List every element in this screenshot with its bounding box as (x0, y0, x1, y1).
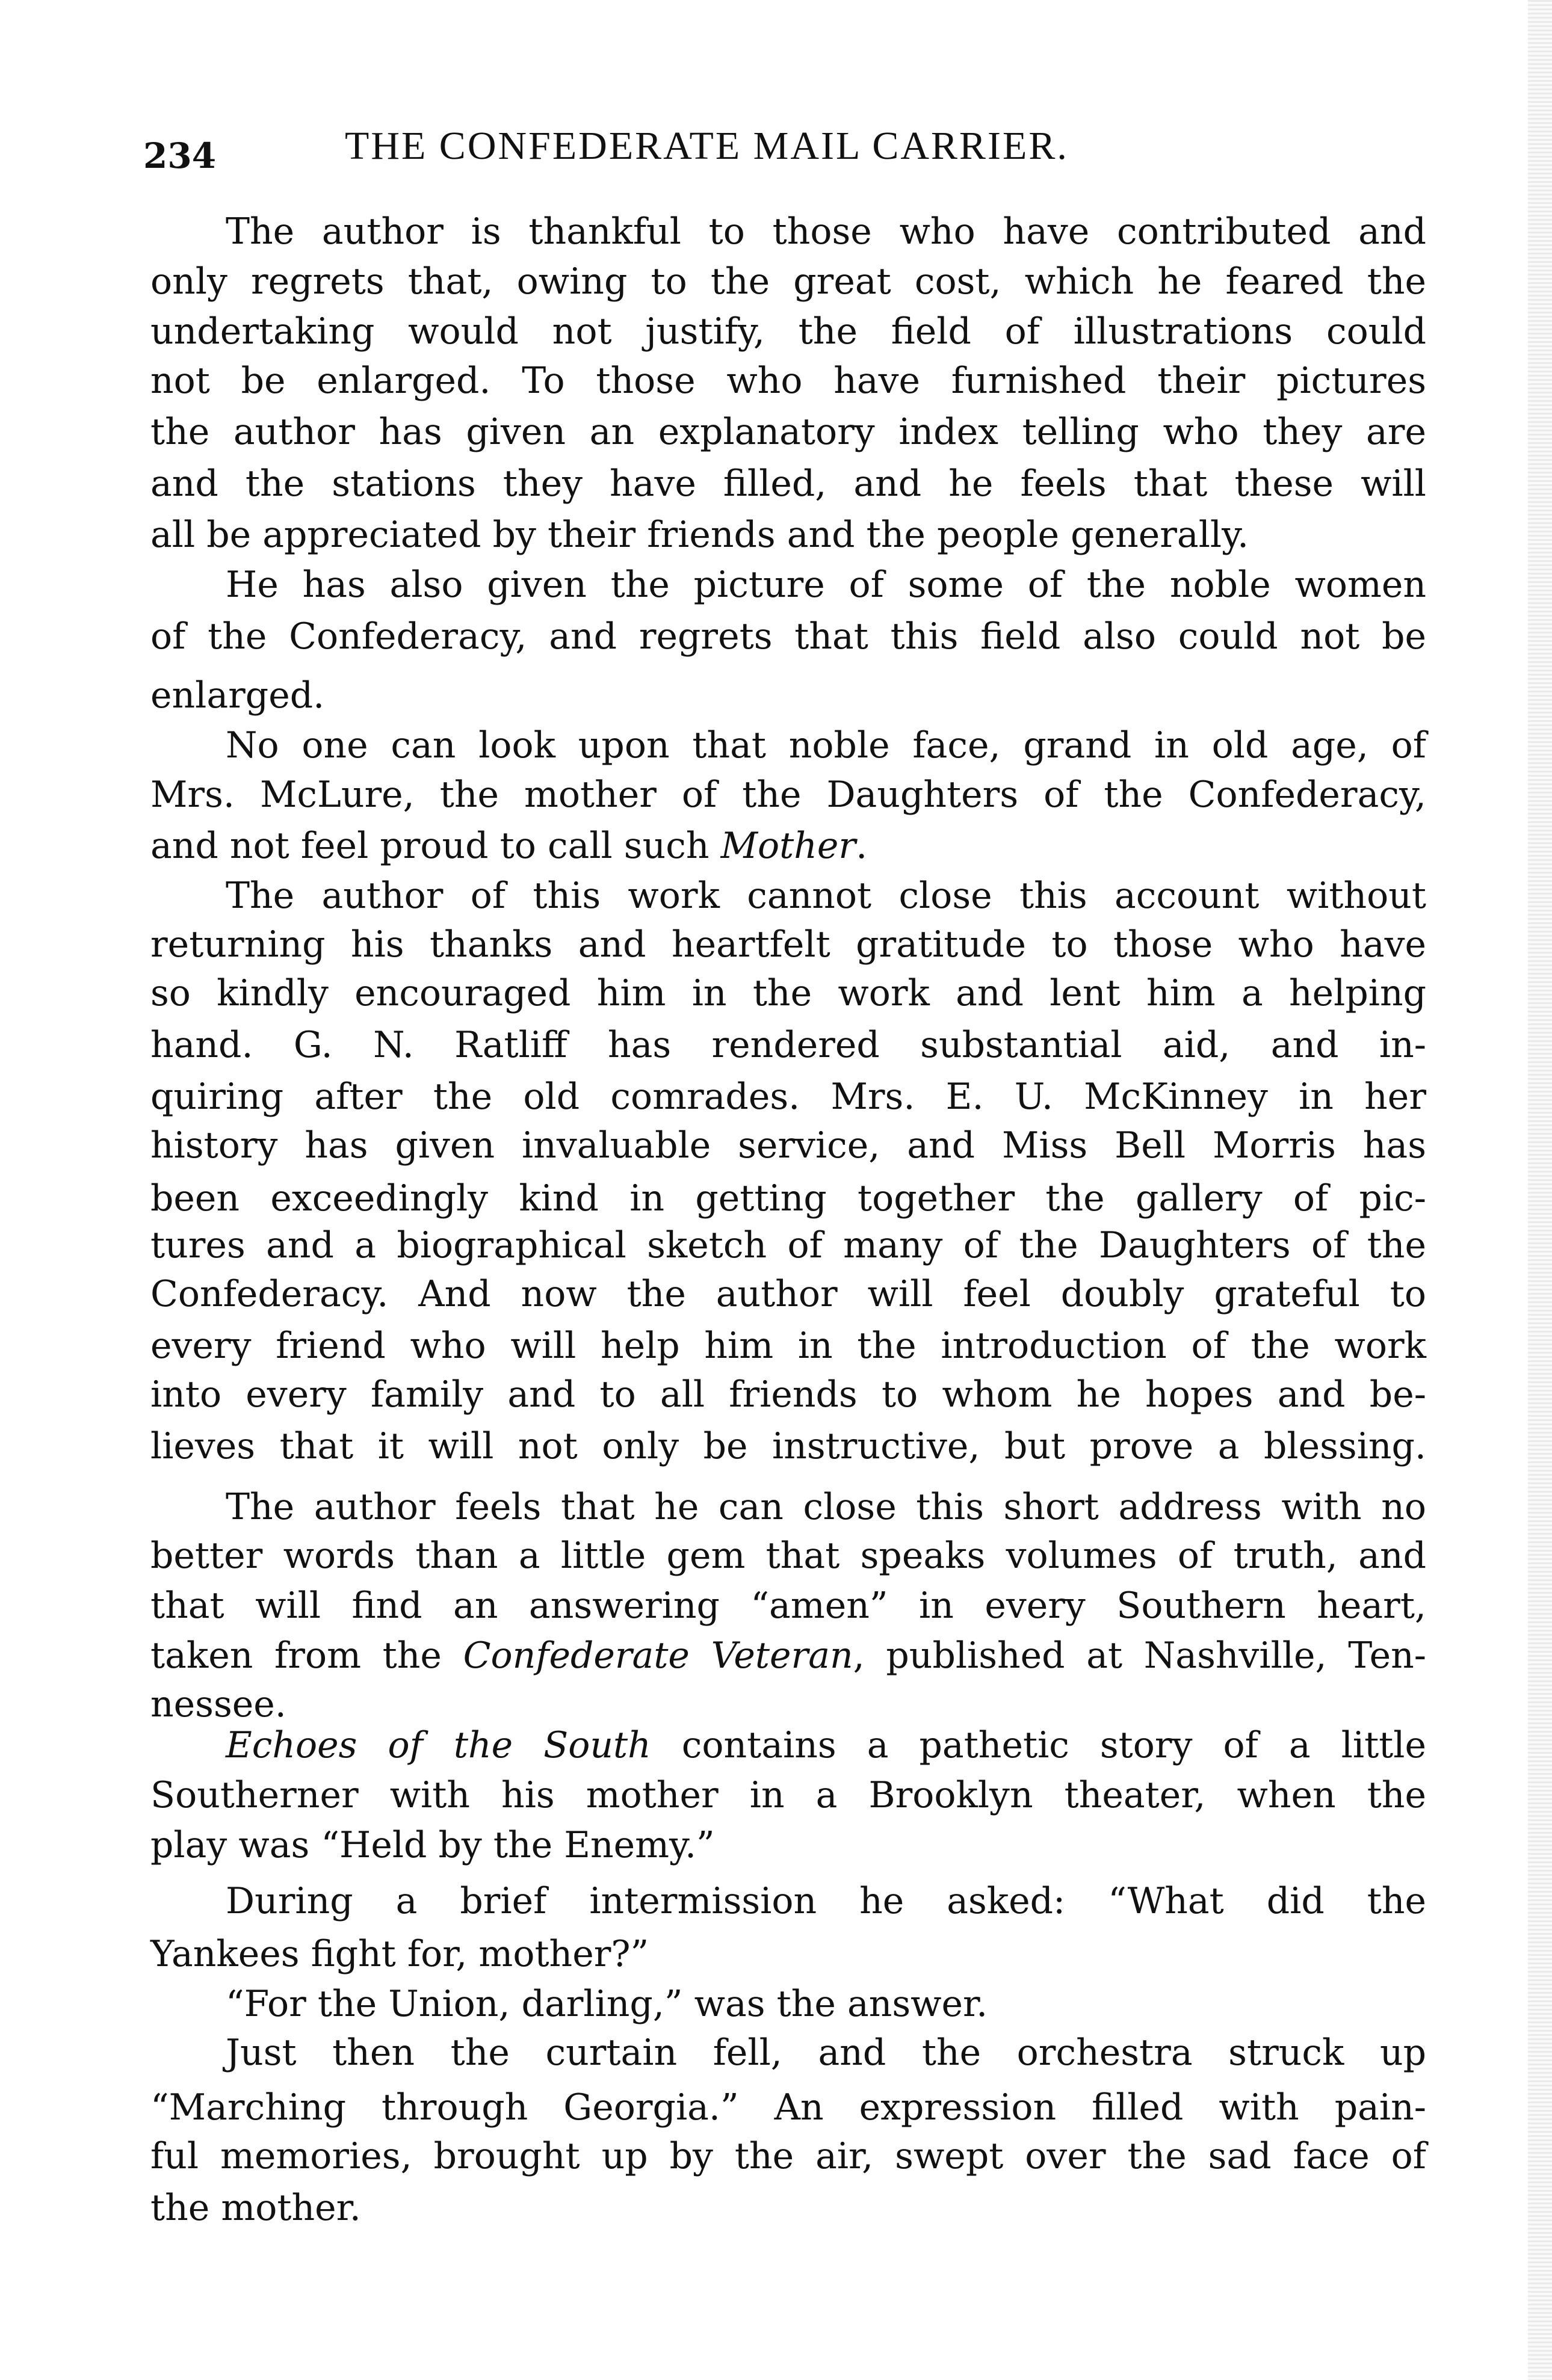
text-line: The author is thankful to those who have contributed and (226, 211, 1426, 253)
text-line: Southerner with his mother in a Brooklyn theater, when the (150, 1774, 1426, 1816)
text-line: quiring after the old comrades. Mrs. E. U. McKinney in her (150, 1076, 1426, 1118)
text-line: history has given invaluable service, and Miss Bell Morris has (150, 1124, 1426, 1167)
text-run: , published at Nashville, Ten- (853, 1635, 1426, 1677)
text-line: Yankees fight for, mother?” (150, 1933, 649, 1975)
text-line: into every family and to all friends to whom he hopes and be- (150, 1373, 1426, 1416)
text-line: hand. G. N. Ratliff has rendered substantial aid, and in- (150, 1024, 1426, 1066)
text-line: so kindly encouraged him in the work and lent him a helping (150, 972, 1426, 1014)
text-line: all be appreciated by their friends and the people generally. (150, 514, 1249, 556)
text-line: only regrets that, owing to the great cost, which he feared the (150, 261, 1426, 303)
text-line (150, 822, 1426, 870)
text-line: Just then the curtain fell, and the orchestra struck up (226, 2032, 1426, 2074)
text-line: enlarged. (150, 674, 325, 717)
text-line: ful memories, brought up by the air, swept over the sad face of (150, 2135, 1426, 2177)
text-line: He has also given the picture of some of the noble women (226, 564, 1426, 606)
text-line: Mrs. McLure, the mother of the Daughters of the Confederacy, (150, 774, 1426, 816)
text-line: better words than a little gem that speaks volumes of truth, and (150, 1535, 1426, 1577)
page-header (143, 123, 1226, 183)
text-run: and not feel proud to call such (150, 825, 721, 867)
text-line: undertaking would not justify, the field of illustrations could (150, 310, 1426, 353)
page-number: 234 (143, 135, 217, 176)
text-line: “For the Union, darling,” was the answer. (226, 1983, 988, 2025)
text-line: The author feels that he can close this short address with no (226, 1486, 1426, 1528)
text-line: play was “Held by the Enemy.” (150, 1824, 715, 1866)
text-line: returning his thanks and heartfelt gratitude to those who have (150, 923, 1426, 966)
text-line: During a brief intermission he asked: “What did the (226, 1880, 1426, 1922)
text-line: not be enlarged. To those who have furnished their pictures (150, 360, 1426, 402)
text-line: been exceedingly kind in getting together the gallery of pic- (150, 1177, 1426, 1219)
text-line (226, 1721, 1426, 1769)
text-line: every friend who will help him in the introduction of the work (150, 1325, 1426, 1367)
text-run: contains a pathetic story of a little (651, 1724, 1426, 1766)
text-line: tures and a biographical sketch of many of the Daughters of the (150, 1224, 1426, 1266)
text-line: nessee. (150, 1683, 286, 1725)
text-line: No one can look upon that noble face, grand in old age, of (226, 724, 1426, 766)
italic-title: Echoes of the South (226, 1724, 651, 1766)
text-line: Confederacy. And now the author will feel doubly grateful to (150, 1273, 1426, 1315)
text-line: “Marching through Georgia.” An expression filled with pain- (150, 2086, 1426, 2129)
italic-title: Mother (720, 825, 856, 867)
text-line: the mother. (150, 2187, 361, 2229)
running-head: THE CONFEDERATE MAIL CARRIER. (345, 124, 1069, 168)
text-run: . (856, 825, 868, 867)
text-line: and the stations they have filled, and he feels that these will (150, 463, 1426, 505)
text-line: of the Confederacy, and regrets that this field also could not be (150, 615, 1426, 658)
text-line: The author of this work cannot close this account without (226, 875, 1426, 917)
text-line (150, 1632, 1426, 1680)
scan-edge-shadow (1528, 0, 1552, 2380)
text-run: taken from the (150, 1635, 463, 1677)
text-line: lieves that it will not only be instructive, but prove a blessing. (150, 1425, 1426, 1467)
text-line: that will find an answering “amen” in every Southern heart, (150, 1585, 1426, 1627)
italic-title: Confederate Veteran (463, 1635, 853, 1677)
text-line: the author has given an explanatory index telling who they are (150, 411, 1426, 453)
